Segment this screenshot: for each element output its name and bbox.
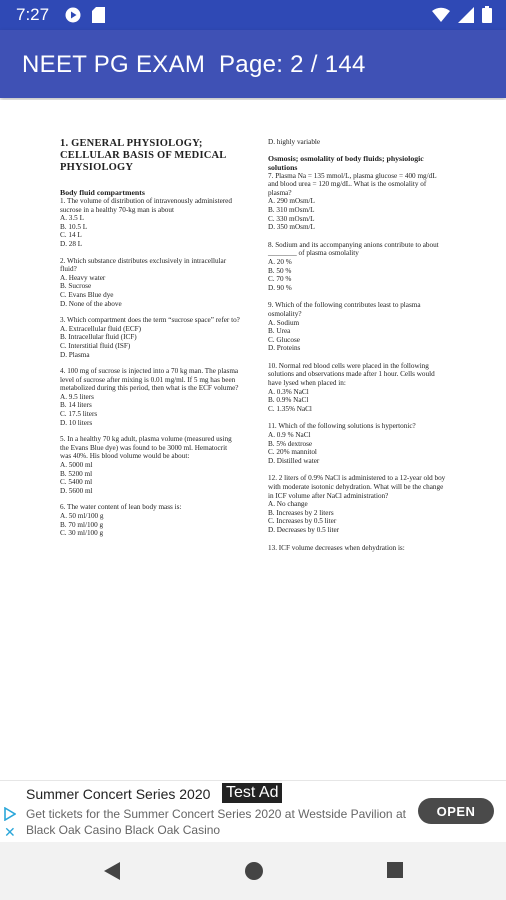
answer-option: A. 0.9 % NaCl [268, 431, 311, 440]
question-stem: 4. 100 mg of sucrose is injected into a 70 kg man. The plasma level of sucrose after mixing is 0.01 mg/ml. If 5 mg has been metabolized during this period, then what is the ECF volume? [60, 367, 239, 393]
ad-banner[interactable] [0, 780, 506, 842]
question-item [268, 474, 448, 534]
answer-option: C. Interstitial fluid (ISF) [60, 341, 131, 350]
page-indicator: Page: 2 / 144 [219, 51, 366, 78]
answer-option: C. 17.5 liters [60, 410, 98, 419]
answer-option: B. 70 ml/100 g [60, 520, 104, 529]
answer-option: A. 290 mOsm/L [268, 197, 315, 206]
app-title: NEET PG EXAM [22, 51, 206, 78]
answer-option: C. 30 ml/100 g [60, 529, 104, 538]
document-page[interactable] [0, 100, 506, 780]
wifi-icon [432, 7, 450, 28]
answer-option: A. 5000 ml [60, 461, 93, 470]
answer-option: D. 28 L [60, 239, 83, 248]
question-stem: 6. The water content of lean body mass is: [60, 503, 182, 512]
question-item [60, 257, 240, 309]
question-stem: 7. Plasma Na = 135 mmol/L, plasma glucose = 400 mg/dL and blood urea = 120 mg/dL. What is the osmolality of plasma? [268, 171, 437, 197]
question-item [268, 422, 448, 465]
recents-icon[interactable] [386, 861, 404, 884]
question-list [60, 197, 240, 538]
app-bar [0, 30, 506, 98]
home-icon[interactable] [244, 861, 264, 886]
question-item [60, 367, 240, 427]
answer-option: B. 5200 ml [60, 469, 93, 478]
right-column [268, 138, 448, 561]
question-stem: 11. Which of the following solutions is hypertonic? [268, 422, 416, 431]
answer-option: C. Evans Blue dye [60, 290, 114, 299]
question-item [60, 197, 240, 249]
answer-option: B. 10.5 L [60, 222, 88, 231]
answer-option: D. Proteins [268, 344, 301, 353]
answer-option: A. Heavy water [60, 273, 106, 282]
question-stem: 12. 2 liters of 0.9% NaCl is administered to a 12-year old boy with moderate isotonic dehydration. What will be the change in ICF volume after NaCl administration? [268, 474, 446, 500]
question-stem: 5. In a healthy 70 kg adult, plasma volume (measured using the Evans Blue dye) was found to be 3000 ml. Hematocrit was 40%. His blood volume would be about: [60, 435, 232, 461]
question-item [268, 172, 448, 232]
question-item [268, 544, 448, 553]
answer-option: D. 10 liters [60, 418, 93, 427]
answer-option: D. 350 mOsm/L [268, 223, 315, 232]
ad-description: Get tickets for the Summer Concert Series 2020 at Westside Pavilion at Black Oak Casino Black Oak Casino [26, 807, 406, 837]
answer-option: C. Increases by 0.5 liter [268, 517, 337, 526]
answer-option: C. 5400 ml [60, 478, 93, 487]
status-bar [0, 0, 506, 30]
battery-icon [482, 6, 492, 28]
question-stem: 9. Which of the following contributes least to plasma osmolality? [268, 301, 421, 318]
status-time: 7:27 [16, 5, 50, 24]
question-item [60, 435, 240, 495]
ad-open-button[interactable]: OPEN [418, 798, 494, 824]
close-icon[interactable]: ✕ [4, 824, 16, 840]
answer-option: C. 1.35% NaCl [268, 404, 312, 413]
question-item [268, 362, 448, 414]
answer-option: D. 5600 ml [60, 486, 93, 495]
answer-option: C. 330 mOsm/L [268, 214, 315, 223]
answer-option: D. Distilled water [268, 456, 320, 465]
question-stem: 3. Which compartment does the term “sucrose space” refer to? [60, 316, 240, 325]
answer-option: D. None of the above [60, 299, 122, 308]
answer-option: A. 9.5 liters [60, 392, 94, 401]
question-stem: 2. Which substance distributes exclusively in intracellular fluid? [60, 256, 227, 274]
answer-option: B. 14 liters [60, 401, 92, 410]
subsection-title: Osmosis; osmolality of body fluids; physiologic solutions [268, 153, 424, 172]
question-list [268, 172, 448, 553]
answer-option: D. Decreases by 0.5 liter [268, 525, 340, 534]
sd-card-icon [92, 7, 105, 28]
answer-option: B. Intracellular fluid (ICF) [60, 333, 137, 342]
answer-option: C. 70 % [268, 275, 292, 284]
question-stem: 8. Sodium and its accompanying anions contribute to about ________ of plasma osmolality [268, 240, 439, 258]
subsection-title: Body fluid compartments [60, 188, 145, 197]
answer-option: A. No change [268, 500, 308, 509]
answer-option: C. 14 L [60, 231, 82, 240]
navigation-bar [0, 842, 506, 900]
answer-option: B. Increases by 2 liters [268, 508, 334, 517]
test-ad-badge: Test Ad [222, 783, 282, 803]
section-title: 1. GENERAL PHYSIOLOGY; CELLULAR BASIS OF MEDICAL PHYSIOLOGY [60, 138, 226, 173]
answer-option: A. 20 % [268, 257, 292, 266]
leading-option: D. highly variable [268, 138, 321, 146]
left-column [60, 138, 240, 546]
question-stem: 1. The volume of distribution of intravenously administered sucrose in a healthy 70-kg man is about [60, 197, 232, 214]
answer-option: C. Glucose [268, 335, 300, 344]
answer-option: B. 5% dextrose [268, 439, 313, 448]
question-item [268, 301, 448, 353]
answer-option: C. 20% mannitol [268, 448, 317, 457]
answer-option: A. Extracellular fluid (ECF) [60, 324, 142, 333]
answer-option: A. 0.3% NaCl [268, 387, 309, 396]
answer-option: B. Sucrose [60, 282, 92, 291]
answer-option: B. Urea [268, 327, 291, 336]
question-item [60, 503, 240, 537]
answer-option: B. 310 mOsm/L [268, 205, 315, 214]
question-stem: 13. ICF volume decreases when dehydration is: [268, 543, 405, 552]
signal-icon [458, 7, 474, 28]
play-protect-icon [65, 7, 81, 28]
answer-option: A. 3.5 L [60, 214, 84, 223]
answer-option: A. 50 ml/100 g [60, 512, 104, 520]
answer-option: D. Plasma [60, 350, 90, 359]
answer-option: B. 50 % [268, 266, 292, 275]
answer-option: A. Sodium [268, 318, 300, 327]
question-item [268, 241, 448, 293]
answer-option: B. 0.9% NaCl [268, 396, 309, 405]
question-item [60, 316, 240, 359]
ad-title: Summer Concert Series 2020 [26, 786, 211, 802]
status-icons [432, 6, 492, 28]
back-icon[interactable] [103, 861, 121, 886]
question-stem: 10. Normal red blood cells were placed in the following solutions and observations made after 1 hour. Cells would have lysed when placed in: [268, 361, 435, 388]
answer-option: D. 90 % [268, 283, 292, 292]
